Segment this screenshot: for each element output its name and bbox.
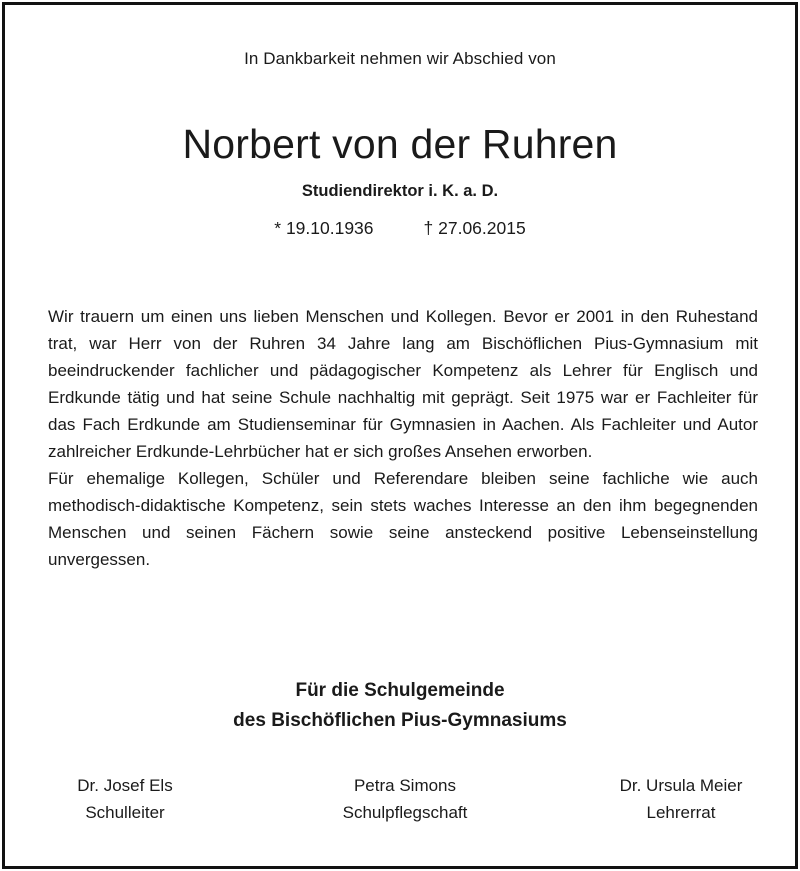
- signer-name: Dr. Josef Els: [77, 776, 173, 795]
- obituary-paragraph: Für ehemalige Kollegen, Schüler und Referendare bleiben seine fachliche wie auch methodisch-didaktische Kompetenz, sein stets waches Interesse an den ihm begegnenden Menschen und seinen Fächern sowie seine ansteckend positive Lebenseinstellung unvergessen.: [48, 469, 758, 569]
- deceased-name: Norbert von der Ruhren: [182, 121, 618, 167]
- signer-2: [295, 772, 515, 826]
- signer-3: [571, 772, 791, 826]
- death-date: † 27.06.2015: [423, 218, 526, 238]
- signoff-line: Für die Schulgemeinde: [295, 680, 505, 701]
- notice-frame: [2, 2, 798, 869]
- signer-name: Petra Simons: [353, 776, 457, 795]
- signer-role: Schulleiter: [85, 803, 165, 822]
- signer-role: Schulpflegschaft: [342, 803, 468, 822]
- deceased-title: Studiendirektor i. K. a. D.: [301, 182, 499, 200]
- obituary-text: [48, 303, 758, 573]
- obituary-paragraph: Wir trauern um einen uns lieben Menschen und Kollegen. Bevor er 2001 in den Ruhestand trat, war Herr von der Ruhren 34 Jahre lang am Bischöflichen Pius-Gymnasium mit beeindruckender fachlicher und pädagogischer Kompetenz als Lehrer für Englisch und Erdkunde tätig und hat seine Schule nachhaltig mit geprägt. Seit 1975 war er Fachleiter für das Fach Erdkunde am Studienseminar für Gymnasien in Aachen. Als Fachleiter und Autor zahlreicher Erdkunde-Lehrbücher hat er sich großes Ansehen erworben.: [48, 307, 758, 461]
- life-dates: [5, 218, 795, 239]
- signoff: [5, 676, 795, 736]
- signer-1: [15, 772, 235, 826]
- signer-role: Lehrerrat: [646, 803, 716, 822]
- signer-name: Dr. Ursula Meier: [619, 776, 743, 795]
- intro-line: In Dankbarkeit nehmen wir Abschied von: [244, 49, 556, 68]
- birth-date: * 19.10.1936: [274, 218, 374, 238]
- signoff-line: des Bischöflichen Pius-Gymnasiums: [233, 710, 567, 731]
